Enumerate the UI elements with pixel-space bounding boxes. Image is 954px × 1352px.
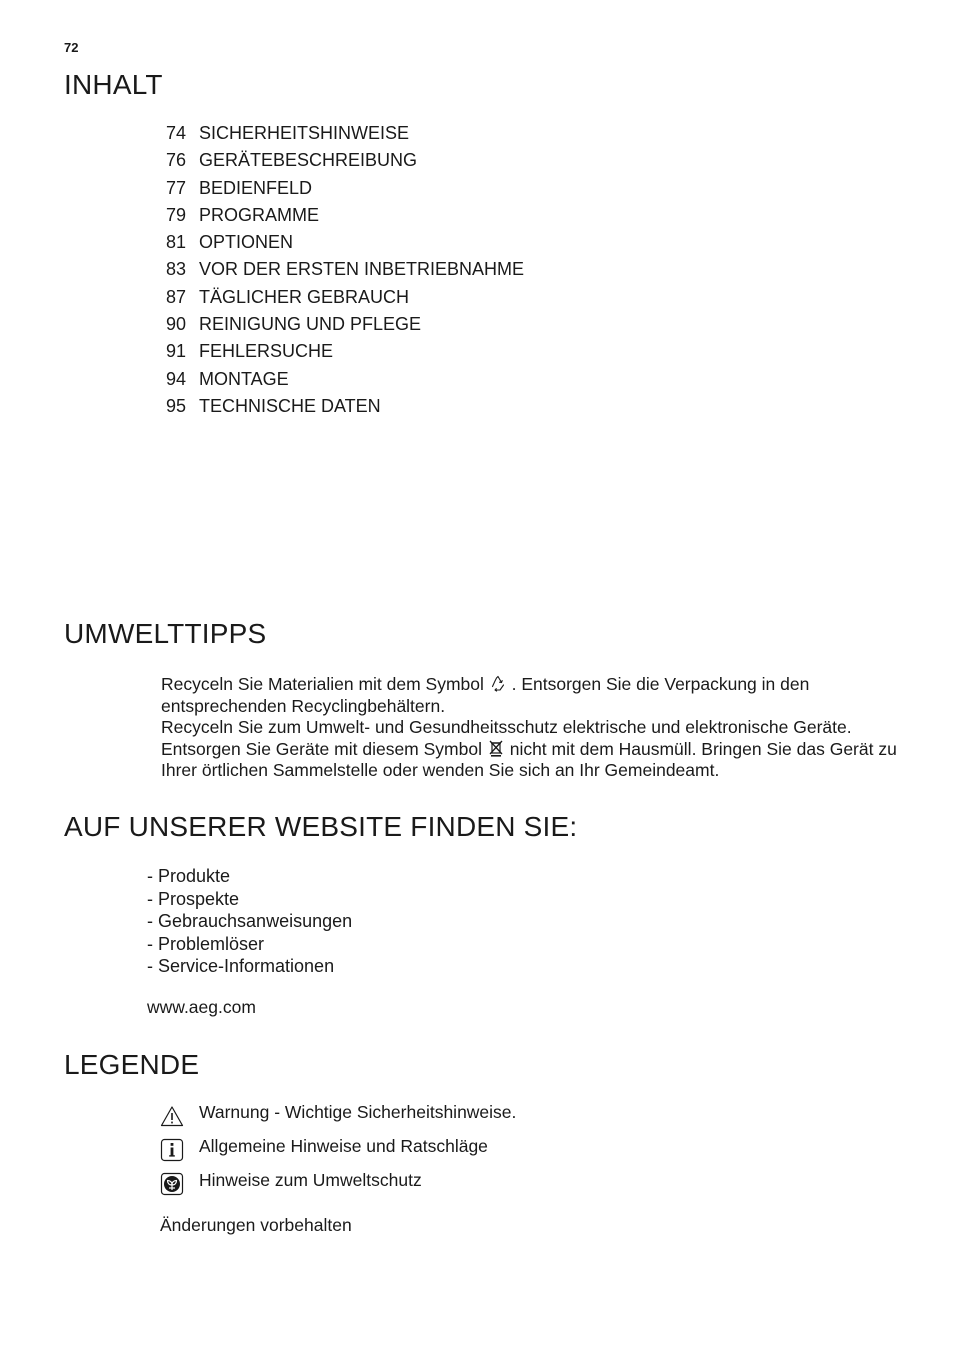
table-of-contents — [166, 120, 524, 420]
toc-label: SICHERHEITSHINWEISE — [199, 123, 410, 143]
list-item: - Service-Informationen — [147, 956, 335, 976]
changes-reserved-note: Änderungen vorbehalten — [160, 1215, 352, 1235]
list-item: - Produkte — [147, 866, 231, 886]
toc-page-number: 91 — [166, 341, 187, 362]
list-item: - Gebrauchsanweisungen — [147, 911, 353, 931]
list-item: - Problemlöser — [147, 933, 265, 954]
env-text-segment: Entsorgen Sie Geräte mit diesem Symbol — [161, 738, 487, 759]
toc-page-number: 83 — [166, 259, 187, 280]
crossed-bin-icon — [487, 739, 505, 757]
toc-page-number: 94 — [166, 368, 187, 389]
toc-page-number: 79 — [166, 204, 187, 225]
toc-entry[interactable] — [166, 202, 524, 229]
toc-page-number: 90 — [166, 314, 187, 335]
legend-text: Allgemeine Hinweise und Ratschläge — [199, 1136, 488, 1156]
toc-label: PROGRAMME — [199, 204, 320, 225]
toc-entry[interactable] — [166, 256, 524, 283]
legend-heading: LEGENDE — [64, 1049, 200, 1080]
legend-text: Hinweise zum Umweltschutz — [199, 1170, 422, 1190]
toc-label: GERÄTEBESCHREIBUNG — [199, 150, 418, 171]
environment-text — [161, 674, 921, 782]
env-text-segment: . Entsorgen Sie die Verpackung in den entsprechenden Recyclingbehältern. — [161, 674, 810, 716]
environment-paragraph-1 — [161, 674, 921, 717]
toc-entry[interactable] — [166, 311, 524, 338]
website-list — [147, 865, 352, 978]
toc-entry[interactable] — [166, 175, 524, 202]
contents-heading: INHALT — [64, 69, 163, 100]
recycling-icon — [489, 674, 507, 692]
environment-paragraph-2: Recyceln Sie zum Umwelt- und Gesundheitsschutz elektrische und elektronische Geräte. — [161, 717, 852, 737]
toc-entry[interactable] — [166, 393, 524, 420]
toc-entry[interactable] — [166, 120, 524, 147]
toc-page-number: 87 — [166, 286, 187, 307]
info-icon — [160, 1138, 184, 1162]
legend-item — [160, 1136, 516, 1170]
website-heading: AUF UNSERER WEBSITE FINDEN SIE: — [64, 811, 578, 842]
toc-entry[interactable] — [166, 147, 524, 174]
env-text-segment: Recyceln Sie Materialien mit dem Symbol — [161, 674, 489, 694]
toc-page-number: 74 — [166, 123, 187, 143]
website-link[interactable]: www.aeg.com — [147, 997, 256, 1017]
page-number: 72 — [64, 40, 79, 55]
toc-page-number: 76 — [166, 150, 187, 171]
legend-item — [160, 1102, 516, 1136]
warning-icon — [160, 1104, 184, 1128]
environment-heading: UMWELTTIPPS — [64, 618, 267, 649]
toc-label: OPTIONEN — [199, 232, 294, 253]
toc-label: TÄGLICHER GEBRAUCH — [199, 286, 410, 307]
env-text-segment: nicht mit dem Hausmüll. Bringen Sie das Gerät zu Ihrer örtlichen Sammelstelle oder wenden Sie sich an Ihr Gemeindeamt. — [161, 738, 897, 780]
toc-entry[interactable] — [166, 284, 524, 311]
toc-page-number: 95 — [166, 395, 187, 416]
toc-label: MONTAGE — [199, 368, 289, 389]
toc-label: VOR DER ERSTEN INBETRIEBNAHME — [199, 259, 525, 280]
toc-label: FEHLERSUCHE — [199, 341, 334, 362]
legend-text: Warnung - Wichtige Sicherheitshinweise. — [199, 1102, 517, 1122]
toc-page-number: 81 — [166, 232, 187, 253]
legend-item — [160, 1170, 516, 1204]
toc-entry[interactable] — [166, 229, 524, 256]
environment-icon — [160, 1172, 184, 1196]
toc-entry[interactable] — [166, 338, 524, 365]
legend-list — [160, 1102, 516, 1204]
toc-entry[interactable] — [166, 366, 524, 393]
toc-label: REINIGUNG UND PFLEGE — [199, 314, 422, 335]
list-item: - Prospekte — [147, 888, 240, 909]
toc-page-number: 77 — [166, 177, 187, 198]
environment-paragraph-3 — [161, 739, 921, 782]
toc-label: BEDIENFELD — [199, 177, 313, 198]
toc-label: TECHNISCHE DATEN — [199, 395, 381, 416]
